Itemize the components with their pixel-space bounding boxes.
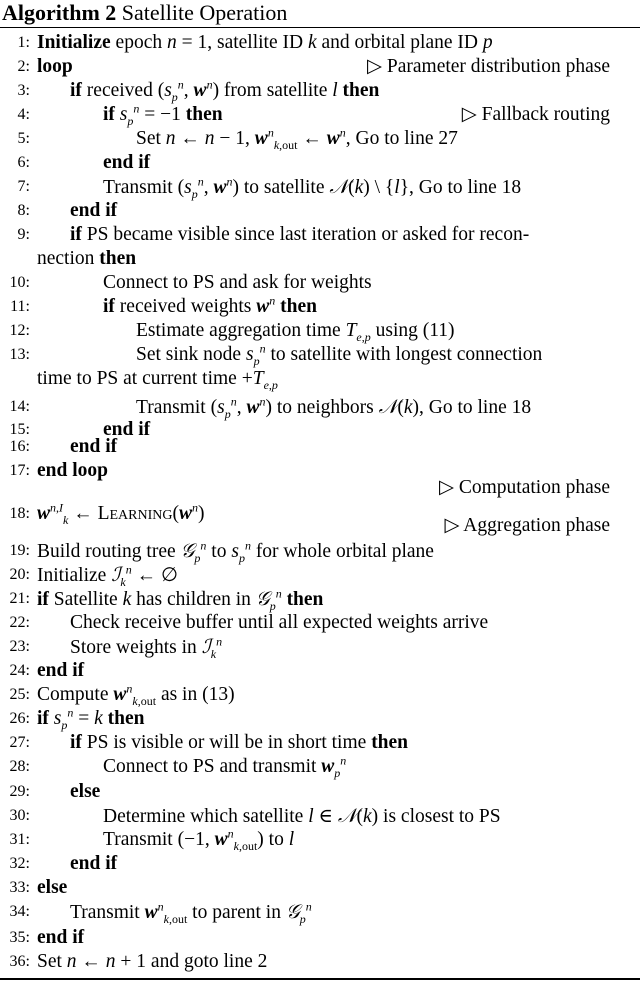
line-text: if $s_p^n = -1$ then [103,101,223,128]
line-number: 3: [17,82,30,99]
line-number: 14: [9,398,30,415]
line-text: Transmit $w^n_{k,out}$ to parent in 𝒢$_p^n$ [70,899,312,926]
line-number: 13: [9,346,30,363]
line-text [37,55,73,79]
line-text: Store weights in ℐ$_k^n$ [70,634,223,661]
keyword: end if [70,436,118,457]
line-number: 28: [9,758,30,775]
line-number: 2: [17,58,30,75]
line-number: 11: [10,298,30,315]
line-text [37,659,84,683]
caption-rule [0,27,640,28]
keyword: end if [37,660,85,681]
line-text: if PS is visible or will be in short time then [70,732,409,753]
line-number: 20: [9,566,30,583]
line-text: nection then [37,248,137,269]
line-text: Check receive buffer until all expected weights arrive [70,612,489,633]
line-number: 24: [9,662,30,679]
bottom-rule [0,978,640,980]
keyword: end loop [37,460,108,481]
keyword: end if [103,419,151,440]
comment-fallback-routing: ▷ Fallback routing [461,104,610,125]
line-text: if received weights $w^n$ then [103,293,317,317]
line-text [103,151,150,175]
line-number: 34: [9,903,30,920]
line-text: $w^{n,I}_k$ ← $Learning(w^n)$ [37,500,205,527]
comment-parameter-distribution: ▷ Parameter distribution phase [367,56,610,77]
line-number: 35: [9,929,30,946]
comment-computation: ▷ Computation phase [439,477,610,498]
line-text [70,435,117,459]
line-number: 16: [9,438,30,455]
line-text: Connect to PS and ask for weights [103,272,372,293]
line-text: Transmit ($s_p^n$, $w^n$) to neighbors 𝒩(k), Go to line 18 [136,394,532,421]
line-number: 1: [17,34,30,51]
keyword: else [70,781,101,802]
line-text: Connect to PS and transmit $w_p^n$ [103,753,347,780]
line-number: 36: [9,953,30,970]
line-number: 26: [9,710,30,727]
algorithm-title: Satellite Operation [121,0,288,25]
line-number: 15: [9,421,30,438]
line-text: Determine which satellite l ∈ 𝒩(k) is closest to PS [103,804,501,827]
line-text: Build routing tree 𝒢$_p^n$ to $s_p^n$ for whole orbital plane [37,538,434,565]
line-text [37,459,108,483]
line-number: 22: [9,614,30,631]
keyword: end if [37,927,85,948]
line-text: time to PS at current time $+T_{e,p}$ [37,368,278,392]
line-text: Set n ← n − 1, $w^n_{k,out}$ ← $w^n$, Go to line 27 [136,125,458,152]
line-number: 21: [9,590,30,607]
line-text: if $s_p^n = k$ then [37,705,145,732]
keyword: loop [37,56,73,77]
line-text: if received ($s_p^n$, $w^n$) from satellite l then [70,77,380,104]
line-text [37,876,67,900]
line-number: 33: [9,879,30,896]
line-text: Transmit (−1, $w^n_{k,out}$) to l [103,826,295,853]
line-number: 10: [9,274,30,291]
line-number: 30: [9,807,30,824]
line-number: 5: [17,130,30,147]
line-text: Set sink node $s_p^n$ to satellite with longest connection [136,341,543,368]
line-number: 17: [9,462,30,479]
algorithm-label: Algorithm 2 [2,0,117,25]
line-text [37,926,84,950]
line-number: 19: [9,542,30,559]
algorithm-caption [2,0,287,26]
line-text: Estimate aggregation time $T_{e,p}$ using (11) [136,320,455,344]
keyword: end if [70,200,118,221]
line-number: 25: [9,686,30,703]
line-number: 9: [17,226,30,243]
keyword: else [37,877,68,898]
line-number: 31: [9,831,30,848]
comment-aggregation: ▷ Aggregation phase [444,515,610,536]
line-text: Initialize ℐ$_k^n$ ← ∅ [37,562,178,589]
line-number: 27: [9,734,30,751]
line-text [70,199,117,223]
keyword: end if [70,853,118,874]
line-text: Transmit ($s_p^n$, $w^n$) to satellite 𝒩(k) \ {l}, Go to line 18 [103,174,522,201]
line-number: 29: [9,783,30,800]
line-text [70,852,117,876]
line-text: if Satellite k has children in 𝒢$_p^n$ then [37,586,324,613]
line-text: Initialize epoch n = 1, satellite ID k and orbital plane ID p [37,32,493,53]
line-text: if PS became visible since last iteration or asked for recon- [70,224,530,245]
line-number: 6: [17,154,30,171]
line-number: 4: [17,106,30,123]
line-text [70,780,100,804]
line-number: 7: [17,178,30,195]
line-number: 18: [9,505,30,522]
line-text: Set n ← n + 1 and goto line 2 [37,951,268,972]
line-number: 8: [17,202,30,219]
line-text: Compute $w^n_{k,out}$ as in (13) [37,681,235,708]
keyword: end if [103,152,151,173]
line-number: 32: [9,855,30,872]
line-number: 12: [9,322,30,339]
line-number: 23: [9,638,30,655]
